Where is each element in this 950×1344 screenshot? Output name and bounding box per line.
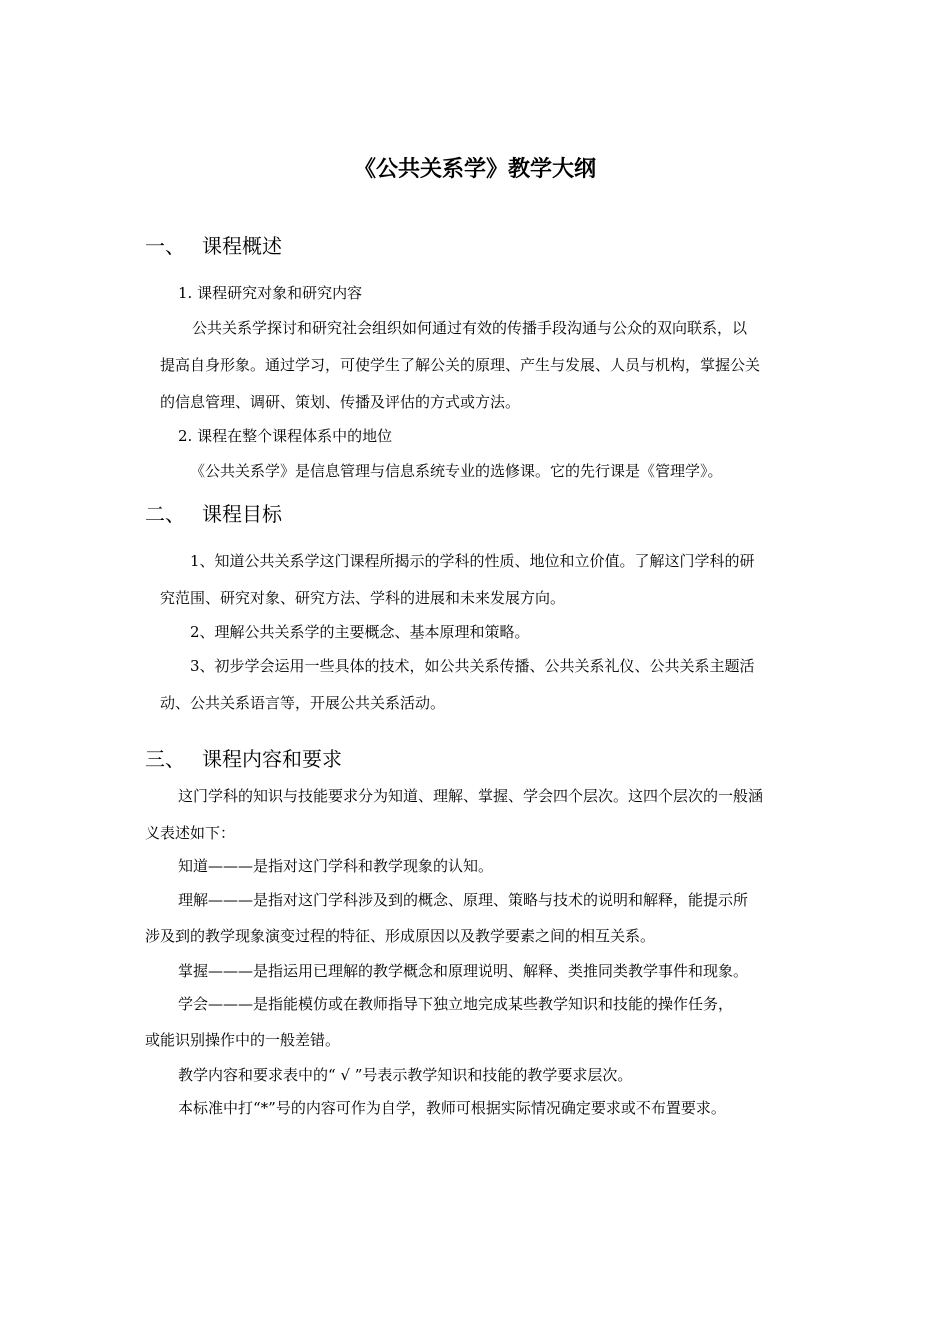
section-number: 三、: [145, 747, 185, 771]
subsection-title: 2. 课程在整个课程体系中的地位: [178, 427, 393, 445]
paragraph-line: 理解———是指对这门学科涉及到的概念、原理、策略与技术的说明和解释，能提示所: [178, 891, 749, 909]
section-number: 二、: [145, 502, 185, 526]
paragraph-line: 公共关系学探讨和研究社会组织如何通过有效的传播手段沟通与公众的双向联系，以: [192, 319, 748, 337]
paragraph-line: 掌握———是指运用已理解的教学概念和原理说明、解释、类推同类教学事件和现象。: [178, 962, 749, 980]
paragraph-line: 的信息管理、调研、策划、传播及评估的方式或方法。: [160, 393, 521, 411]
paragraph-line: 《公共关系学》是信息管理与信息系统专业的选修课。它的先行课是《管理学》。: [190, 462, 723, 480]
section-title: 课程目标: [202, 502, 282, 526]
paragraph-line: 或能识别操作中的一般差错。: [145, 1031, 341, 1049]
paragraph-line: 这门学科的知识与技能要求分为知道、理解、掌握、学会四个层次。这四个层次的一般涵: [178, 787, 764, 805]
paragraph-line: 教学内容和要求表中的“ √ ”号表示教学知识和技能的教学要求层次。: [178, 1066, 633, 1084]
paragraph-line: 究范围、研究对象、研究方法、学科的进展和未来发展方向。: [160, 589, 566, 607]
paragraph-line: 知道———是指对这门学科和教学现象的认知。: [178, 857, 494, 875]
paragraph-line: 涉及到的教学现象演变过程的特征、形成原因以及教学要素之间的相互关系。: [145, 927, 656, 945]
paragraph-line: 2、理解公共关系学的主要概念、基本原理和策略。: [190, 623, 530, 641]
paragraph-line: 义表述如下：: [145, 824, 236, 842]
document-title: 《公共关系学》教学大纲: [353, 157, 596, 182]
paragraph-line: 学会———是指能模仿或在教师指导下独立地完成某些教学知识和技能的操作任务，: [178, 995, 734, 1013]
paragraph-line: 3、初步学会运用一些具体的技术，如公共关系传播、公共关系礼仪、公共关系主题活: [190, 657, 755, 675]
section-heading-goals: [145, 500, 282, 528]
section-title: 课程概述: [202, 234, 282, 258]
subsection-title: 1. 课程研究对象和研究内容: [178, 284, 363, 302]
section-heading-content: [145, 745, 342, 773]
section-heading-overview: [145, 232, 282, 260]
paragraph-line: 本标准中打“*”号的内容可作为自学，教师可根据实际情况确定要求或不布置要求。: [178, 1099, 726, 1117]
paragraph-line: 1、知道公共关系学这门课程所揭示的学科的性质、地位和立价值。了解这门学科的研: [190, 552, 755, 570]
section-title: 课程内容和要求: [202, 747, 342, 771]
paragraph-line: 动、公共关系语言等，开展公共关系活动。: [160, 694, 446, 712]
paragraph-line: 提高自身形象。通过学习，可使学生了解公关的原理、产生与发展、人员与机构，掌握公关: [160, 356, 761, 374]
section-number: 一、: [145, 234, 185, 258]
